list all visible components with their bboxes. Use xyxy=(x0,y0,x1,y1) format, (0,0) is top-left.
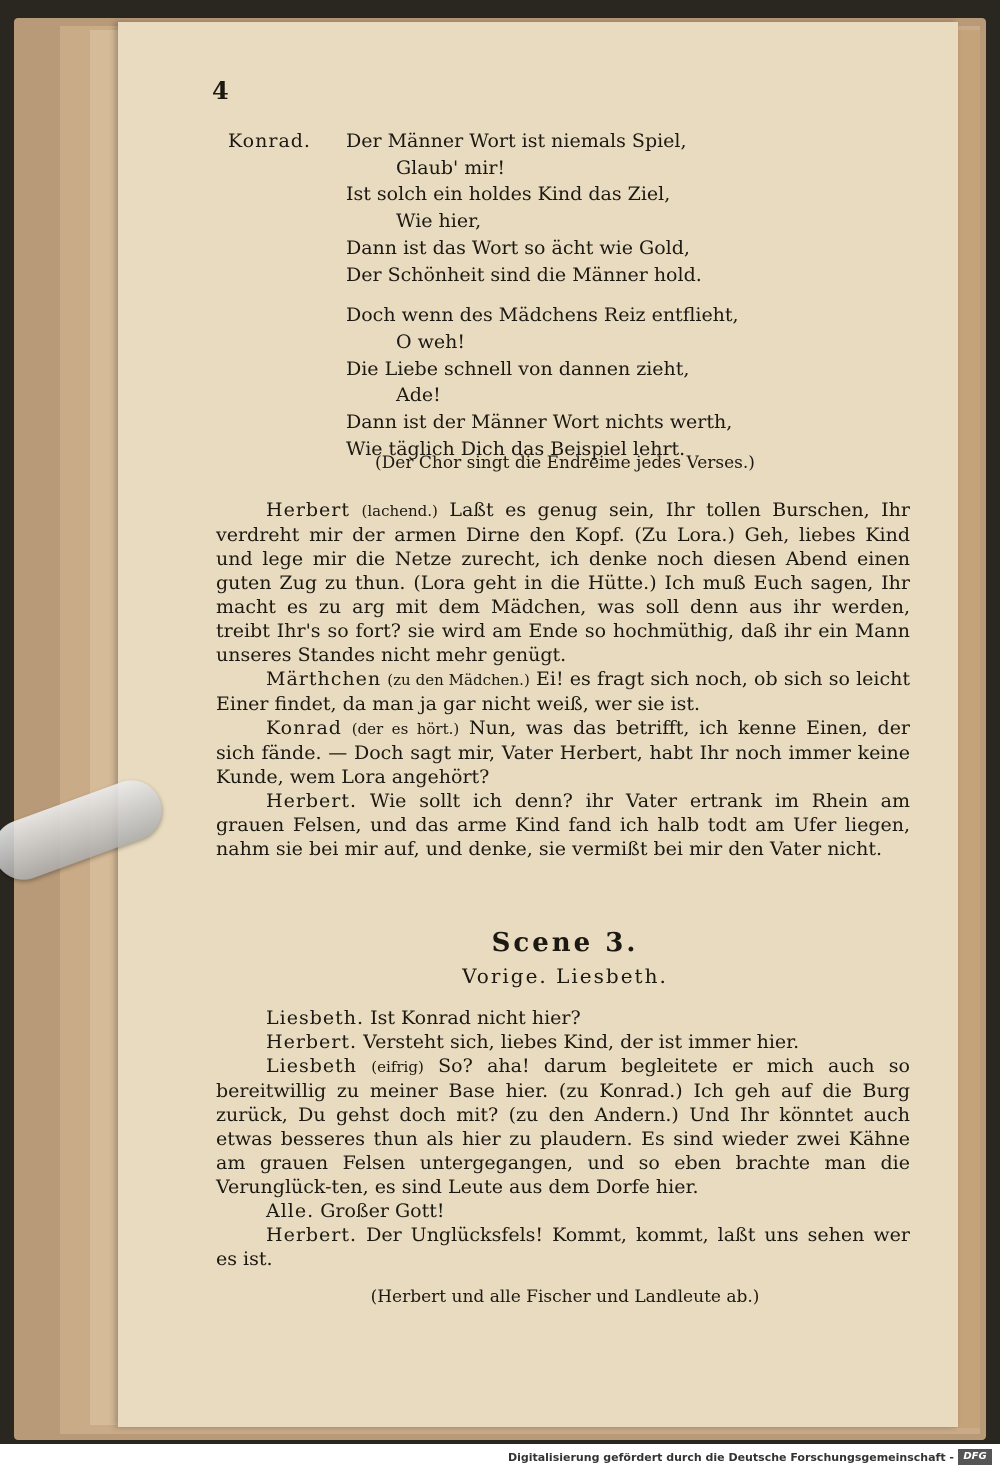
stage-direction: (eifrig) xyxy=(371,1058,424,1076)
speaker-name: Herbert xyxy=(266,499,351,521)
stage-direction: (lachend.) xyxy=(361,502,438,520)
dialogue-paragraph xyxy=(216,1054,910,1199)
speaker-name: Märthchen xyxy=(266,668,382,690)
page-number: 4 xyxy=(212,76,229,105)
dfg-logo-icon: DFG xyxy=(958,1449,992,1465)
stage-direction: (der es hört.) xyxy=(351,720,460,738)
verse-line: Dann ist der Männer Wort nichts werth, xyxy=(346,411,733,434)
dialogue-block-2 xyxy=(216,1006,910,1271)
dialogue-block-1 xyxy=(216,498,910,861)
dialogue-text: Großer Gott! xyxy=(320,1200,445,1222)
verse-line: Ist solch ein holdes Kind das Ziel, xyxy=(346,183,671,206)
verse-line: O weh! xyxy=(396,330,465,353)
dialogue-text: Laßt es genug sein, Ihr tollen Burschen, Ihr verdreht mir der armen Dirne den Kopf. (Zu Lora.) Geh, liebes Kind und lege mir die Netze zurecht, ich denke noch diesen Abend einen guten Zug zu thun. (Lora geht in die Hütte.) Ich muß Euch sagen, Ihr macht es zu arg mit dem Mädchen, was soll denn aus ihr werden, treibt Ihr's so fort? sie wird am Ende so hochmüthig, daß ihr ein Mann unseres Standes nicht mehr genügt. xyxy=(216,499,910,666)
verse-line: Der Männer Wort ist niemals Spiel, xyxy=(346,130,687,152)
scene-title: Scene 3. xyxy=(491,928,639,958)
dialogue-text: Der Unglücksfels! Kommt, kommt, laßt uns sehen wer es ist. xyxy=(216,1224,910,1270)
dialogue-text: Wie sollt ich denn? ihr Vater ertrank im Rhein am grauen Felsen, und das arme Kind fand ich halb todt am Ufer liegen, nahm sie bei mir auf, und denke, sie vermißt bei mir den Vater nicht. xyxy=(216,790,910,860)
verse-line: Doch wenn des Mädchens Reiz entflieht, xyxy=(346,304,739,327)
speaker-name: Alle. xyxy=(266,1200,315,1222)
verse-line: Ade! xyxy=(396,384,441,407)
dialogue-text: Versteht sich, liebes Kind, der ist immer hier. xyxy=(363,1031,800,1053)
verse-line: Glaub' mir! xyxy=(396,156,506,179)
dialogue-paragraph xyxy=(216,667,910,716)
speaker-name: Liesbeth xyxy=(266,1055,357,1077)
speaker-name: Liesbeth. xyxy=(266,1007,365,1029)
dialogue-paragraph xyxy=(216,1006,910,1030)
dialogue-paragraph xyxy=(216,716,910,789)
verse-line: Der Schönheit sind die Männer hold. xyxy=(346,263,702,286)
verse-line: Dann ist das Wort so ächt wie Gold, xyxy=(346,236,690,259)
speaker-name: Herbert. xyxy=(266,790,358,812)
dialogue-paragraph xyxy=(216,1199,910,1223)
dialogue-paragraph xyxy=(216,789,910,861)
dialogue-text: Nun, was das betrifft, ich kenne Einen, der sich fände. — Doch sagt mir, Vater Herbert, habt Ihr noch immer keine Kunde, wem Lora angehört? xyxy=(216,717,911,788)
scene-persons: Vorige. Liesbeth. xyxy=(462,964,668,988)
dialogue-paragraph xyxy=(216,1030,910,1054)
chorus-stage-direction: (Der Chor singt die Endreime jedes Verses.) xyxy=(375,453,755,473)
dialogue-text: So? aha! darum begleitete er mich auch so bereitwillig zu meiner Base hier. (zu Konrad.) Ich geh auf die Burg zurück, Du gehst doch mit? (zu den Andern.) Und Ihr könntet auch etwas besseres thun als hier zu plaudern. Es sind wieder zwei Kähne am grauen Felsen untergegangen, und so eben brachte man die Verunglück-ten, es sind Leute aus dem Dorfe hier. xyxy=(216,1055,910,1198)
dialogue-paragraph xyxy=(216,498,910,667)
dialogue-text: Ist Konrad nicht hier? xyxy=(370,1007,581,1029)
verse-speaker: Konrad. xyxy=(228,130,311,152)
verse-line: Die Liebe schnell von dannen zieht, xyxy=(346,357,690,380)
footer-bar xyxy=(0,1444,1000,1472)
speaker-name: Konrad xyxy=(266,717,342,739)
funding-notice: Digitalisierung gefördert durch die Deutsche Forschungsgemeinschaft - xyxy=(507,1451,954,1464)
exit-stage-direction: (Herbert und alle Fischer und Landleute ab.) xyxy=(370,1287,760,1307)
speaker-name: Herbert. xyxy=(266,1031,358,1053)
dialogue-text: Ei! es fragt sich noch, ob sich so leicht Einer findet, da man ja gar nicht weiß, wer sie ist. xyxy=(216,668,910,715)
verse-line: Wie hier, xyxy=(396,210,482,233)
verse-line: Wie täglich Dich das Beispiel lehrt. xyxy=(346,437,686,460)
stage-direction: (zu den Mädchen.) xyxy=(387,671,530,689)
dialogue-paragraph xyxy=(216,1223,910,1271)
speaker-name: Herbert. xyxy=(266,1224,358,1246)
